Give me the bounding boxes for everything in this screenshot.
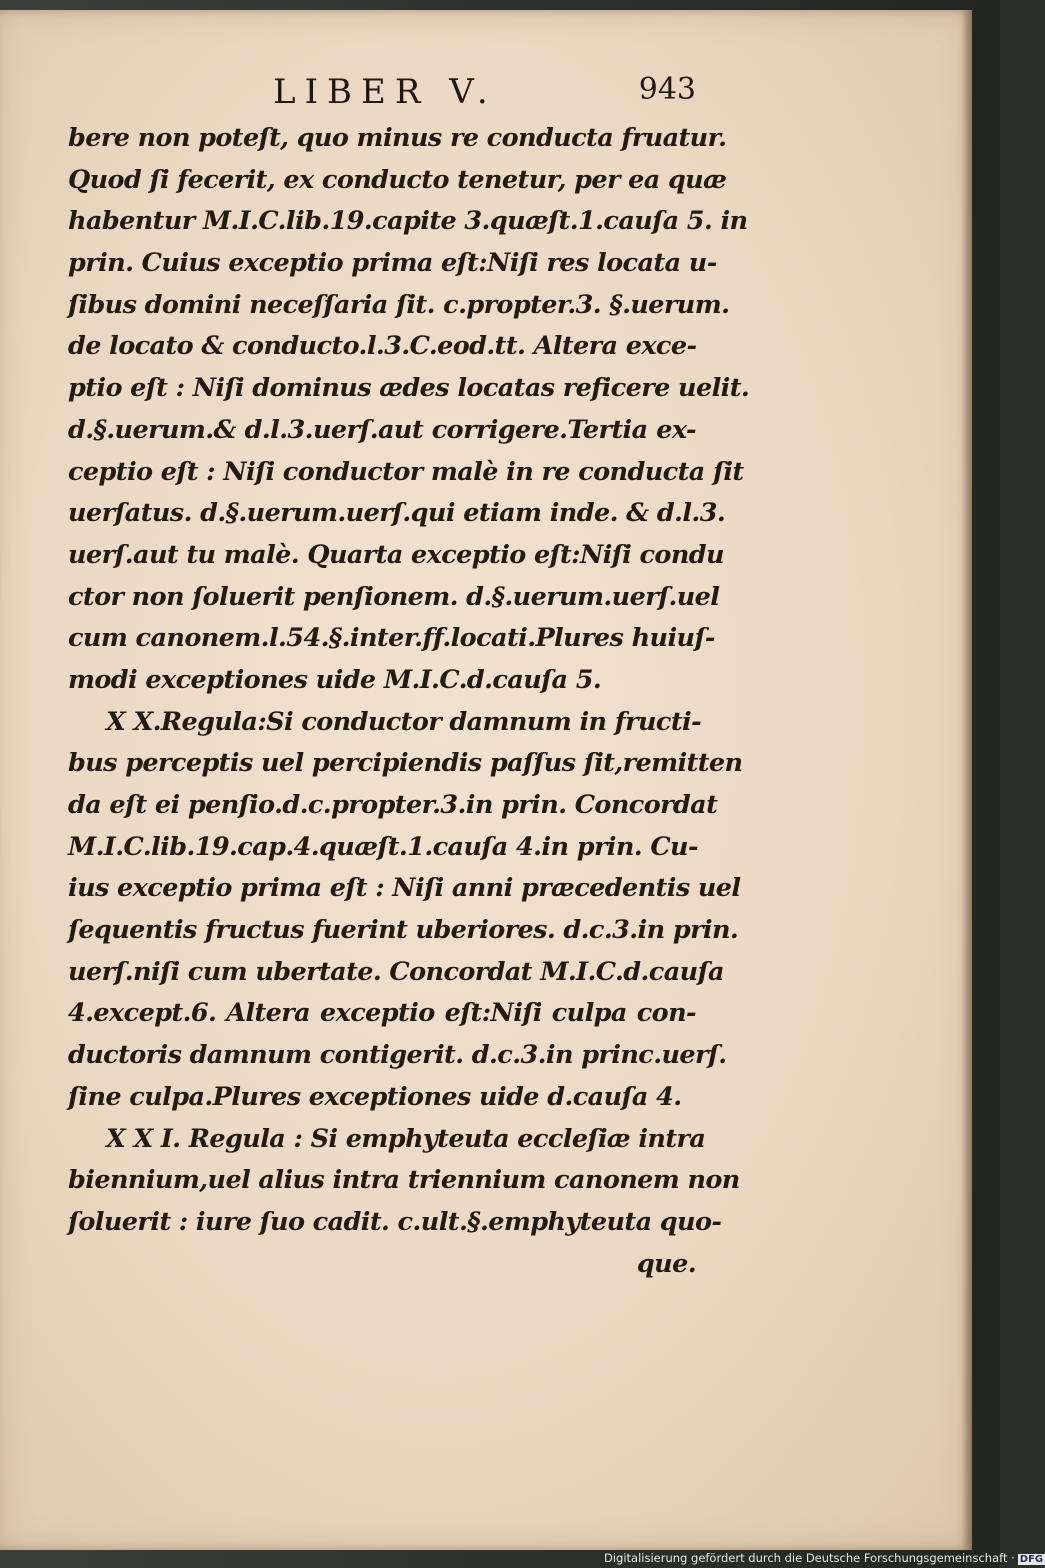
page-number: 943	[638, 72, 696, 107]
text-line: uerſ.aut tu malè. Quarta exceptio eſt:Niſi condu	[68, 539, 724, 570]
text-line: habentur M.I.C.lib.19.capite 3.quæſt.1.cauſa 5. in	[68, 206, 748, 237]
text-line: modi exceptiones uide M.I.C.d.cauſa 5.	[68, 664, 602, 695]
text-line: d.§.uerum.& d.l.3.uerſ.aut corrigere.Tertia ex-	[68, 414, 696, 445]
text-line: ſine culpa.Plures exceptiones uide d.cauſa 4.	[68, 1081, 682, 1112]
body-text	[68, 118, 750, 1285]
page-edge-shadow	[962, 10, 972, 1550]
page-header	[68, 66, 696, 116]
text-line: Quod ſi fecerit, ex conducto tenetur, per ea quæ	[68, 164, 727, 195]
rule-heading-line: X X.Regula:Si conductor damnum in fructi-	[106, 706, 702, 737]
text-line: bere non poteſt, quo minus re conducta fruatur.	[68, 123, 727, 153]
text-line: cum canonem.l.54.§.inter.ff.locati.Plures huiuſ-	[68, 623, 715, 654]
text-line: ſibus domini neceſſaria ſit. c.propter.3. §.uerum.	[68, 289, 730, 320]
text-line: biennium,uel alius intra triennium canonem non	[68, 1165, 740, 1196]
text-line: de locato & conducto.l.3.C.eod.tt. Altera exce-	[68, 331, 697, 362]
text-line: M.I.C.lib.19.cap.4.quæſt.1.cauſa 4.in prin. Cu-	[68, 831, 698, 862]
text-line: ius exceptio prima eſt : Niſi anni præcedentis uel	[68, 873, 741, 904]
dfg-logo-icon: DFG	[1019, 1554, 1044, 1565]
running-head: LIBER V.	[273, 72, 497, 112]
text-line: ſequentis fructus fuerint uberiores. d.c.3.in prin.	[68, 915, 739, 946]
text-line: ceptio eſt : Niſi conductor malè in re conducta ſit	[68, 456, 744, 487]
book-page	[0, 10, 972, 1550]
digitization-credit	[604, 1551, 1045, 1565]
text-line: uerſatus. d.§.uerum.uerſ.qui etiam inde. & d.l.3.	[68, 498, 726, 529]
text-line: ductoris damnum contigerit. d.c.3.in princ.uerſ.	[68, 1040, 727, 1071]
rule-heading-line: X X I. Regula : Si emphyteuta eccleſiæ intra	[106, 1123, 706, 1154]
credit-text: Digitalisierung gefördert durch die Deutsche Forschungsgemeinschaft ·	[604, 1551, 1015, 1565]
text-line: prin. Cuius exceptio prima eſt:Niſi res locata u-	[68, 248, 717, 279]
text-line: bus perceptis uel percipiendis paſſus ſit,remitten	[68, 748, 743, 779]
text-line: uerſ.niſi cum ubertate. Concordat M.I.C.d.cauſa	[68, 956, 724, 987]
text-line: ctor non ſoluerit penſionem. d.§.uerum.uerſ.uel	[68, 581, 720, 612]
text-line: da eſt ei penſio.d.c.propter.3.in prin. Concordat	[68, 790, 718, 820]
text-line: 4.except.6. Altera exceptio eſt:Niſi culpa con-	[68, 998, 696, 1029]
text-line: ſoluerit : iure ſuo cadit. c.ult.§.emphyteuta quo-	[68, 1206, 722, 1237]
text-line: ptio eſt : Niſi dominus ædes locatas reficere uelit.	[68, 373, 750, 404]
catchword-line: que.	[636, 1248, 696, 1279]
